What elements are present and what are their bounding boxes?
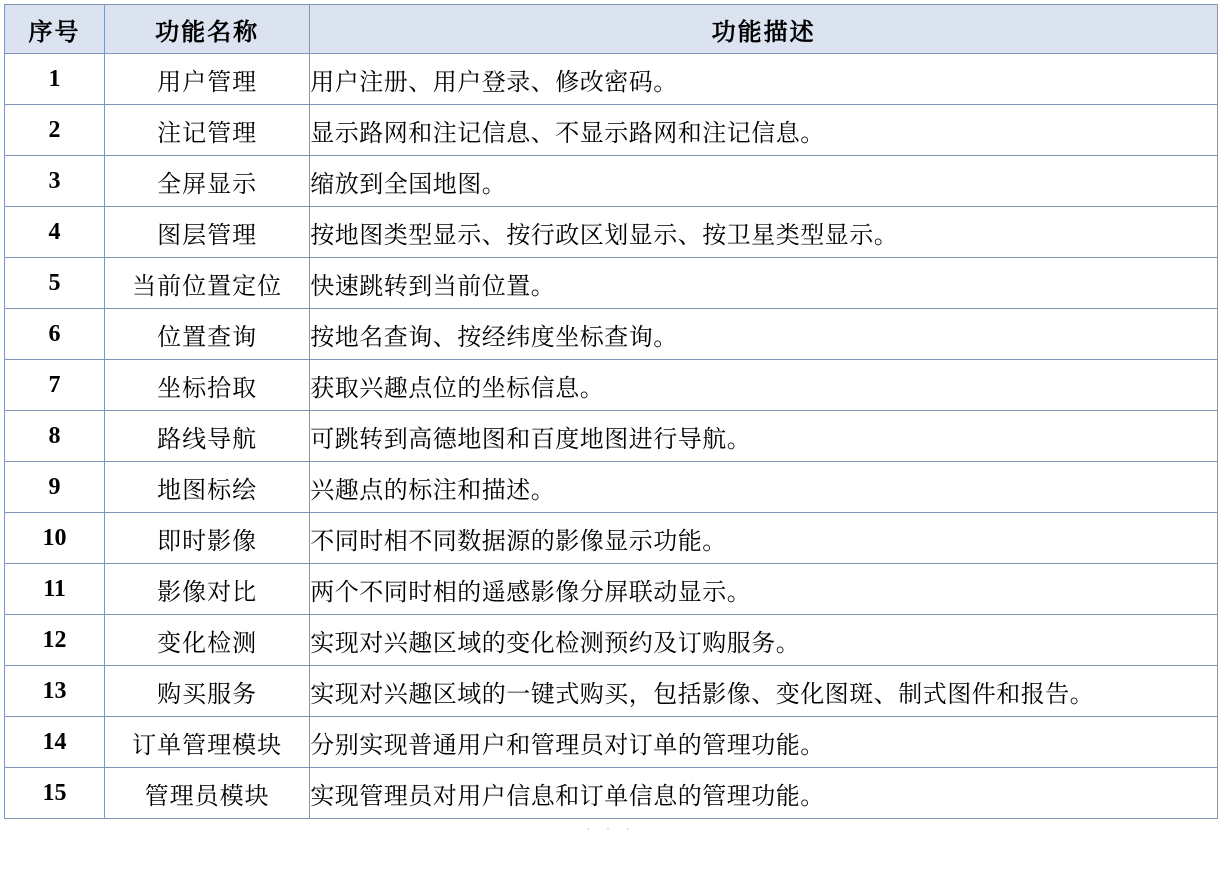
table-header [5,5,1218,54]
cell-name: 变化检测 [105,615,310,666]
cell-no: 6 [5,309,105,360]
table-body [5,54,1218,819]
cell-name: 影像对比 [105,564,310,615]
cell-name: 坐标拾取 [105,360,310,411]
table-row [5,105,1218,156]
table-row [5,54,1218,105]
cell-name: 路线导航 [105,411,310,462]
cell-desc: 实现管理员对用户信息和订单信息的管理功能。 [310,768,1218,819]
cell-desc: 用户注册、用户登录、修改密码。 [310,54,1218,105]
cell-name: 注记管理 [105,105,310,156]
cell-name: 图层管理 [105,207,310,258]
cell-no: 10 [5,513,105,564]
cell-name: 地图标绘 [105,462,310,513]
cell-name: 即时影像 [105,513,310,564]
cell-desc: 实现对兴趣区域的一键式购买，包括影像、变化图斑、制式图件和报告。 [310,666,1218,717]
cell-no: 14 [5,717,105,768]
table-row [5,258,1218,309]
cell-desc: 兴趣点的标注和描述。 [310,462,1218,513]
cell-no: 9 [5,462,105,513]
cell-name: 订单管理模块 [105,717,310,768]
cell-desc: 分别实现普通用户和管理员对订单的管理功能。 [310,717,1218,768]
column-header-no: 序号 [5,5,105,54]
cell-name: 位置查询 [105,309,310,360]
table-row [5,360,1218,411]
cell-no: 1 [5,54,105,105]
cell-no: 8 [5,411,105,462]
table-row [5,156,1218,207]
cell-name: 用户管理 [105,54,310,105]
cell-desc: 实现对兴趣区域的变化检测预约及订购服务。 [310,615,1218,666]
cell-name: 当前位置定位 [105,258,310,309]
cell-desc: 获取兴趣点位的坐标信息。 [310,360,1218,411]
table-row [5,768,1218,819]
function-table [4,4,1218,819]
table-row [5,615,1218,666]
cell-desc: 按地图类型显示、按行政区划显示、按卫星类型显示。 [310,207,1218,258]
cell-no: 7 [5,360,105,411]
table-row [5,564,1218,615]
footer-mark: · · · [586,821,636,835]
cell-name: 购买服务 [105,666,310,717]
cell-desc: 两个不同时相的遥感影像分屏联动显示。 [310,564,1218,615]
cell-no: 13 [5,666,105,717]
cell-desc: 显示路网和注记信息、不显示路网和注记信息。 [310,105,1218,156]
table-row [5,717,1218,768]
cell-name: 管理员模块 [105,768,310,819]
cell-no: 2 [5,105,105,156]
table-row [5,462,1218,513]
table-row [5,309,1218,360]
cell-desc: 按地名查询、按经纬度坐标查询。 [310,309,1218,360]
cell-desc: 可跳转到高德地图和百度地图进行导航。 [310,411,1218,462]
cell-no: 4 [5,207,105,258]
column-header-name: 功能名称 [105,5,310,54]
column-header-desc: 功能描述 [310,5,1218,54]
table-header-row [5,5,1218,54]
table-row [5,666,1218,717]
cell-name: 全屏显示 [105,156,310,207]
function-table-container [4,4,1218,819]
cell-no: 5 [5,258,105,309]
cell-desc: 快速跳转到当前位置。 [310,258,1218,309]
table-row [5,207,1218,258]
cell-desc: 不同时相不同数据源的影像显示功能。 [310,513,1218,564]
table-row [5,513,1218,564]
cell-desc: 缩放到全国地图。 [310,156,1218,207]
cell-no: 12 [5,615,105,666]
table-row [5,411,1218,462]
cell-no: 3 [5,156,105,207]
cell-no: 11 [5,564,105,615]
cell-no: 15 [5,768,105,819]
